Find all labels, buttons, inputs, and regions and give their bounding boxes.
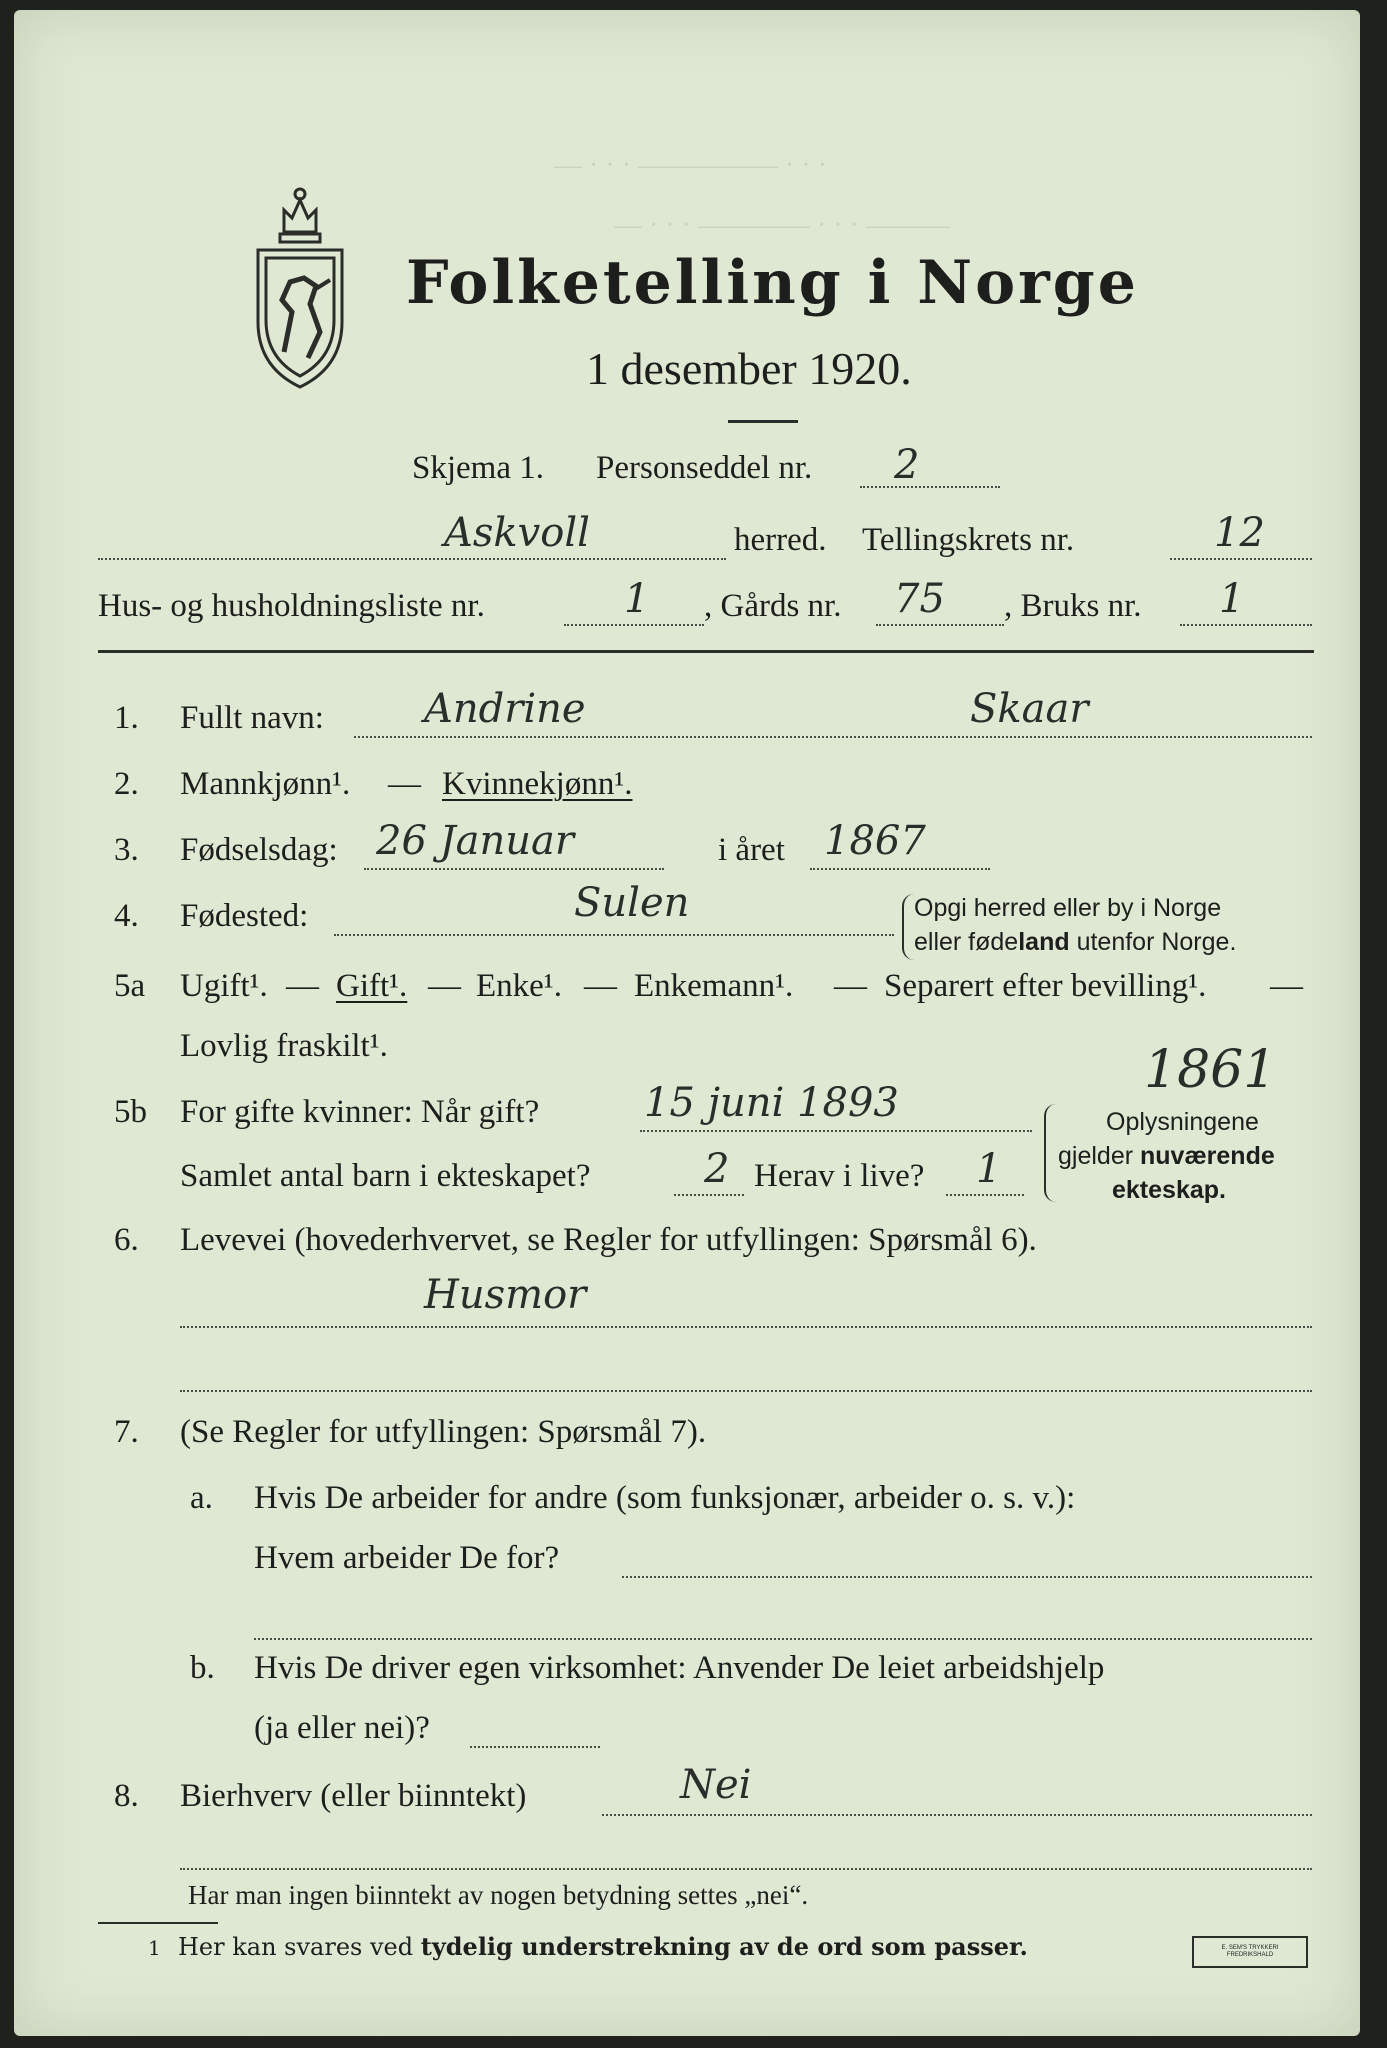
q5a-number: 5a — [114, 968, 146, 1004]
status-separert-option[interactable]: Separert efter bevilling¹. — [884, 968, 1207, 1004]
tellingskrets-label: Tellingskrets nr. — [862, 522, 1075, 558]
q7a-text2: Hvem arbeider De for? — [254, 1540, 560, 1576]
bleed-through-text: — · · · ————— · · · — [554, 150, 827, 181]
tellingskrets-line — [1170, 558, 1312, 560]
footnote-number: 1 — [148, 1936, 161, 1960]
birth-year-value[interactable]: 1867 — [824, 818, 926, 864]
married-line — [640, 1130, 1032, 1132]
marriage-note-line3: ekteskap. — [1112, 1176, 1226, 1204]
birthplace-note-bracket — [902, 894, 914, 960]
status-separator: — — [286, 968, 319, 1004]
employer-line[interactable] — [622, 1576, 1312, 1578]
hired-help-line[interactable] — [470, 1746, 600, 1748]
tellingskrets-value[interactable]: 12 — [1214, 510, 1265, 556]
herred-value[interactable]: Askvoll — [444, 510, 590, 556]
personseddel-line — [860, 486, 1000, 488]
q8-number: 8. — [114, 1778, 139, 1814]
bruks-value[interactable]: 1 — [1219, 576, 1245, 622]
q4-number: 4. — [114, 898, 139, 934]
bleed-through-text: — · · · ———— · · · ——— — [614, 210, 950, 241]
status-separator: — — [584, 968, 617, 1004]
herred-label: herred. — [734, 522, 827, 558]
q1-line — [354, 736, 1312, 738]
coat-of-arms-icon — [244, 182, 356, 392]
q8-label: Bierhverv (eller biinntekt) — [180, 1778, 527, 1814]
margin-note-year: 1861 — [1144, 1040, 1277, 1100]
footnote-rule — [98, 1922, 218, 1924]
status-ugift-option[interactable]: Ugift¹. — [180, 968, 268, 1004]
children-label: Samlet antal barn i ekteskapet? — [180, 1158, 591, 1194]
birthplace-value[interactable]: Sulen — [574, 880, 690, 926]
full-name-last[interactable]: Skaar — [970, 686, 1089, 732]
husholdning-label: Hus- og husholdningsliste nr. — [98, 588, 485, 624]
sex-female-option[interactable]: Kvinnekjønn¹. — [442, 766, 633, 802]
year-label: i året — [718, 832, 785, 868]
gards-label: , Gårds nr. — [704, 588, 842, 624]
q6-number: 6. — [114, 1222, 139, 1258]
alive-line — [946, 1194, 1024, 1196]
skjema-label: Skjema 1. — [412, 450, 544, 486]
husholdning-line — [564, 624, 704, 626]
personseddel-label: Personseddel nr. — [596, 450, 813, 486]
printer-stamp-text: E. SEM'S TRYKKERI FREDRIKSHALD — [1221, 1945, 1279, 1958]
census-form — [14, 10, 1360, 2036]
q7-number: 7. — [114, 1414, 139, 1450]
footer-note: Har man ingen biinntekt av nogen betydning settes „nei“. — [188, 1880, 809, 1910]
alive-count-value[interactable]: 1 — [976, 1146, 1002, 1192]
marriage-note-line2: gjelder nuværende — [1058, 1142, 1275, 1170]
bruks-label: , Bruks nr. — [1004, 588, 1142, 624]
gards-line — [876, 624, 1004, 626]
husholdning-value[interactable]: 1 — [624, 576, 650, 622]
q1-label: Fullt navn: — [180, 700, 324, 736]
q3-number: 3. — [114, 832, 139, 868]
children-line — [674, 1194, 744, 1196]
form-date: 1 desember 1920. — [586, 343, 912, 394]
herred-line — [98, 558, 726, 560]
birthplace-note-line1: Opgi herred eller by i Norge — [914, 894, 1222, 922]
side-income-line — [602, 1814, 1312, 1816]
side-income-line-2 — [180, 1868, 1312, 1870]
status-separator: — — [1270, 968, 1303, 1004]
sex-separator: — — [388, 766, 421, 802]
marriage-note-bracket — [1044, 1104, 1058, 1202]
side-income-value[interactable]: Nei — [680, 1762, 752, 1808]
birthday-line — [364, 868, 664, 870]
q4-label: Fødested: — [180, 898, 309, 934]
q1-number: 1. — [114, 700, 139, 736]
q7b-text: Hvis De driver egen virksomhet: Anvender De leiet arbeidshjelp — [254, 1650, 1105, 1686]
bruks-line — [1180, 624, 1312, 626]
occupation-line — [180, 1326, 1312, 1328]
q5b-number: 5b — [114, 1094, 147, 1130]
status-separator: — — [428, 968, 461, 1004]
q7a-number: a. — [190, 1480, 213, 1516]
employer-line-2[interactable] — [254, 1638, 1312, 1640]
q6-label: Levevei (hovederhvervet, se Regler for utfyllingen: Spørsmål 6). — [180, 1222, 1037, 1258]
header-separator — [98, 650, 1314, 653]
alive-label: Herav i live? — [754, 1158, 925, 1194]
occupation-line-2 — [180, 1390, 1312, 1392]
q7b-number: b. — [190, 1650, 215, 1686]
status-fraskilt-option[interactable]: Lovlig fraskilt¹. — [180, 1028, 388, 1064]
q7-label: (Se Regler for utfyllingen: Spørsmål 7). — [180, 1414, 707, 1450]
sex-male-option[interactable]: Mannkjønn¹. — [180, 766, 351, 802]
form-title: Folketelling i Norge — [406, 248, 1139, 318]
children-count-value[interactable]: 2 — [704, 1146, 730, 1192]
birthplace-note-line2: eller fødeland utenfor Norge. — [914, 928, 1237, 956]
q2-number: 2. — [114, 766, 139, 802]
title-divider — [728, 420, 798, 423]
status-gift-option[interactable]: Gift¹. — [336, 968, 408, 1004]
personseddel-value[interactable]: 2 — [894, 442, 920, 488]
status-enkemann-option[interactable]: Enkemann¹. — [634, 968, 794, 1004]
q7b-text2: (ja eller nei)? — [254, 1710, 430, 1746]
married-date-value[interactable]: 15 juni 1893 — [644, 1080, 899, 1126]
occupation-value[interactable]: Husmor — [424, 1272, 587, 1318]
year-line — [810, 868, 990, 870]
birthday-value[interactable]: 26 Januar — [376, 818, 574, 864]
footnote-text: Her kan svares ved tydelig understrekning av de ord som passer. — [178, 1932, 1028, 1961]
birthplace-line — [334, 934, 894, 936]
status-separator: — — [834, 968, 867, 1004]
married-label: For gifte kvinner: Når gift? — [180, 1094, 540, 1130]
printer-stamp — [1192, 1936, 1308, 1968]
marriage-note-line1: Oplysningene — [1106, 1108, 1259, 1136]
q7a-text: Hvis De arbeider for andre (som funksjonær, arbeider o. s. v.): — [254, 1480, 1076, 1516]
full-name-first[interactable]: Andrine — [424, 686, 586, 732]
q3-label: Fødselsdag: — [180, 832, 338, 868]
gards-value[interactable]: 75 — [894, 576, 945, 622]
status-enke-option[interactable]: Enke¹. — [476, 968, 562, 1004]
